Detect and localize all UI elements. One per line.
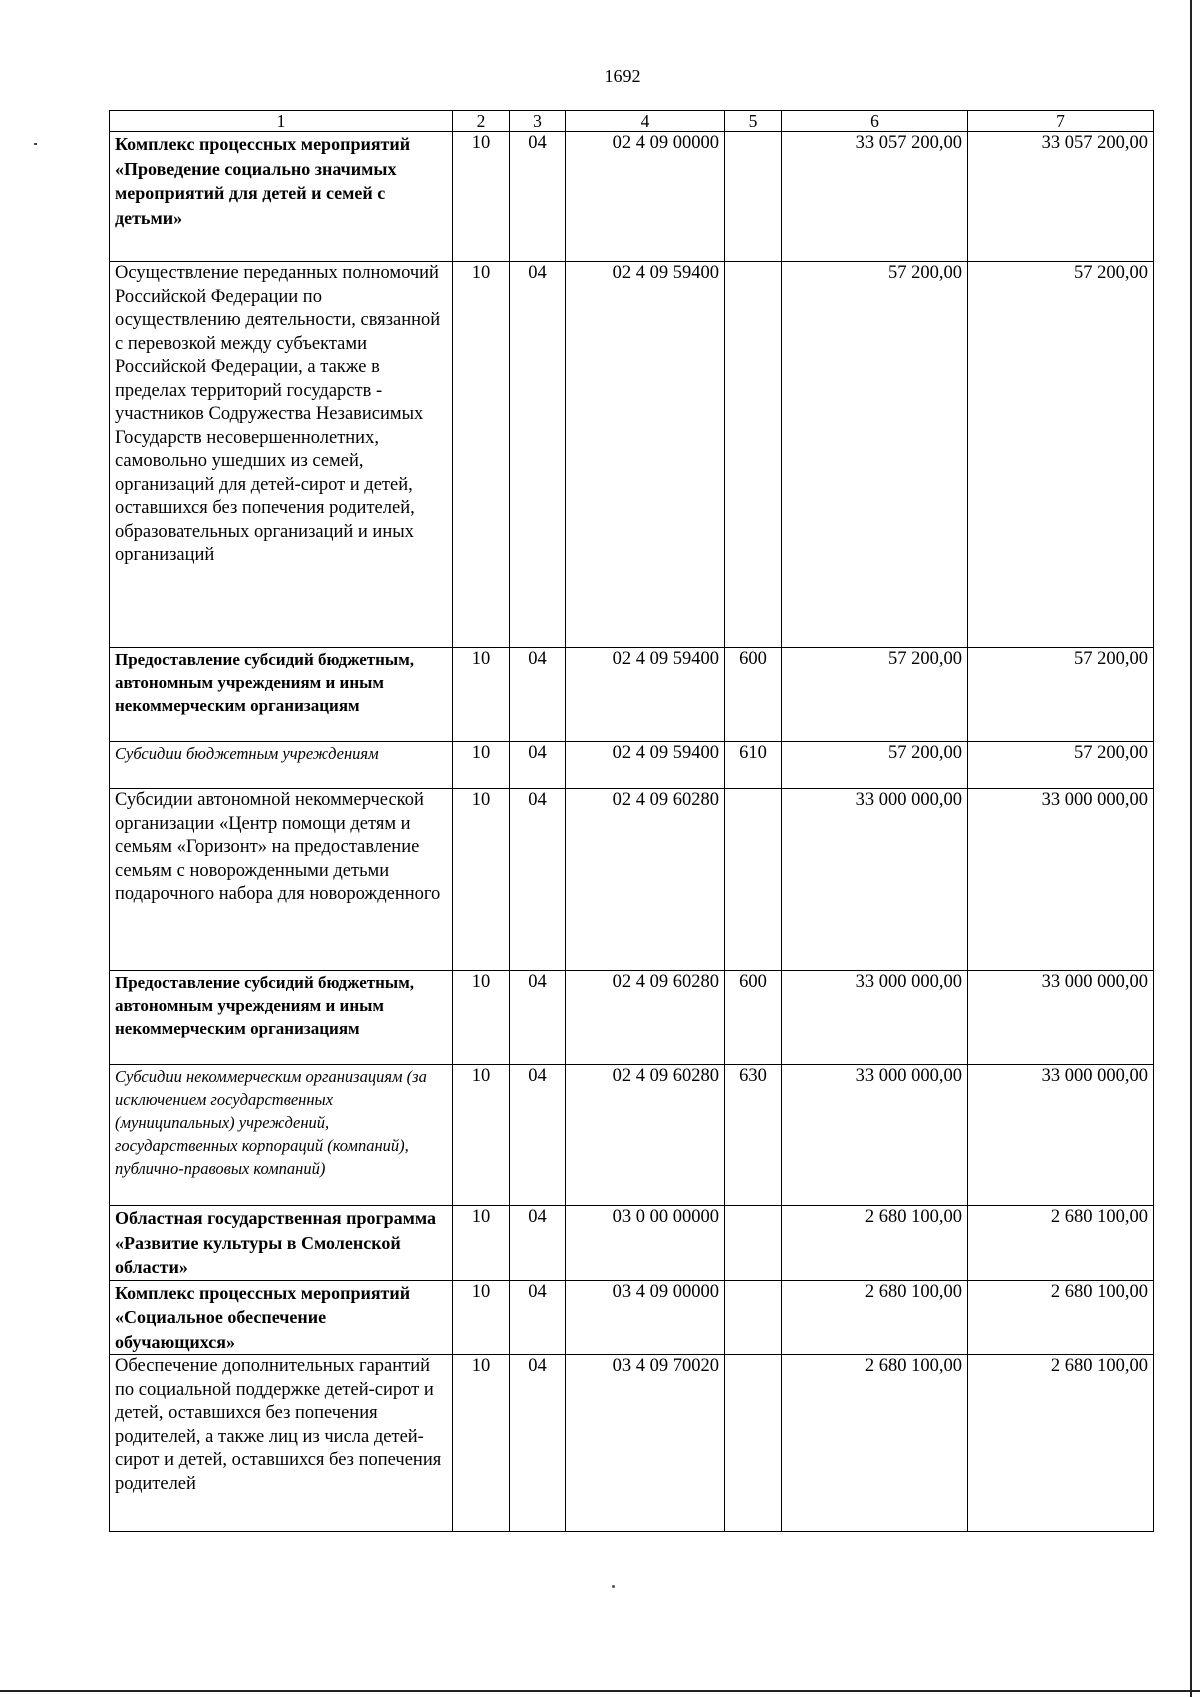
amount-col7: 2 680 100,00 bbox=[968, 1206, 1154, 1281]
section-code: 10 bbox=[453, 262, 510, 648]
amount-col6: 2 680 100,00 bbox=[782, 1280, 968, 1355]
page-edge bbox=[0, 1690, 1200, 1692]
page-number: 1692 bbox=[604, 66, 641, 86]
item-name: Предоставление субсидий бюджетным, автономным учреждениям и иным некоммерческим организациям bbox=[110, 971, 453, 1065]
section-code: 10 bbox=[453, 1355, 510, 1532]
scan-speck bbox=[612, 1585, 615, 1588]
expense-type-code bbox=[725, 789, 782, 971]
subsection-code: 04 bbox=[510, 1065, 566, 1206]
amount-col6: 33 000 000,00 bbox=[782, 789, 968, 971]
table-header-row bbox=[110, 111, 1154, 132]
subsection-code: 04 bbox=[510, 1280, 566, 1355]
amount-col7: 2 680 100,00 bbox=[968, 1355, 1154, 1532]
table-row bbox=[110, 262, 1154, 648]
target-article-code: 02 4 09 59400 bbox=[566, 648, 725, 742]
target-article-code: 02 4 09 60280 bbox=[566, 789, 725, 971]
amount-col6: 57 200,00 bbox=[782, 648, 968, 742]
column-header: 1 bbox=[110, 111, 453, 132]
amount-col7: 57 200,00 bbox=[968, 742, 1154, 789]
table-row bbox=[110, 648, 1154, 742]
target-article-code: 02 4 09 60280 bbox=[566, 1065, 725, 1206]
target-article-code: 02 4 09 59400 bbox=[566, 742, 725, 789]
item-name: Комплекс процессных мероприятий «Проведение социально значимых мероприятий для детей и семей с детьми» bbox=[110, 132, 453, 262]
target-article-code: 02 4 09 00000 bbox=[566, 132, 725, 262]
amount-col6: 33 000 000,00 bbox=[782, 971, 968, 1065]
expense-type-code: 600 bbox=[725, 971, 782, 1065]
expense-type-code: 600 bbox=[725, 648, 782, 742]
table-row bbox=[110, 132, 1154, 262]
table-row bbox=[110, 1280, 1154, 1355]
amount-col7: 33 000 000,00 bbox=[968, 971, 1154, 1065]
section-code: 10 bbox=[453, 132, 510, 262]
budget-table bbox=[109, 110, 1154, 1532]
column-header: 6 bbox=[782, 111, 968, 132]
expense-type-code: 610 bbox=[725, 742, 782, 789]
amount-col7: 2 680 100,00 bbox=[968, 1280, 1154, 1355]
column-header: 5 bbox=[725, 111, 782, 132]
margin-mark bbox=[34, 143, 37, 145]
subsection-code: 04 bbox=[510, 971, 566, 1065]
subsection-code: 04 bbox=[510, 262, 566, 648]
item-name: Субсидии бюджетным учреждениям bbox=[110, 742, 453, 789]
section-code: 10 bbox=[453, 971, 510, 1065]
amount-col6: 57 200,00 bbox=[782, 262, 968, 648]
section-code: 10 bbox=[453, 1206, 510, 1281]
column-header: 2 bbox=[453, 111, 510, 132]
amount-col6: 33 000 000,00 bbox=[782, 1065, 968, 1206]
expense-type-code bbox=[725, 262, 782, 648]
amount-col6: 2 680 100,00 bbox=[782, 1355, 968, 1532]
section-code: 10 bbox=[453, 648, 510, 742]
item-name: Областная государственная программа «Развитие культуры в Смоленской области» bbox=[110, 1206, 453, 1281]
target-article-code: 03 0 00 00000 bbox=[566, 1206, 725, 1281]
column-header: 4 bbox=[566, 111, 725, 132]
table-row bbox=[110, 971, 1154, 1065]
amount-col7: 57 200,00 bbox=[968, 648, 1154, 742]
target-article-code: 02 4 09 60280 bbox=[566, 971, 725, 1065]
subsection-code: 04 bbox=[510, 1206, 566, 1281]
table-row bbox=[110, 789, 1154, 971]
section-code: 10 bbox=[453, 789, 510, 971]
item-name: Обеспечение дополнительных гарантий по социальной поддержке детей-сирот и детей, оставшихся без попечения родителей, а также лиц из числа детей-сирот и детей, оставшихся без попечения родителей bbox=[110, 1355, 453, 1532]
page-edge bbox=[1190, 0, 1192, 1697]
target-article-code: 03 4 09 70020 bbox=[566, 1355, 725, 1532]
section-code: 10 bbox=[453, 742, 510, 789]
target-article-code: 02 4 09 59400 bbox=[566, 262, 725, 648]
amount-col7: 33 057 200,00 bbox=[968, 132, 1154, 262]
column-header: 7 bbox=[968, 111, 1154, 132]
table-row bbox=[110, 1065, 1154, 1206]
amount-col6: 2 680 100,00 bbox=[782, 1206, 968, 1281]
subsection-code: 04 bbox=[510, 648, 566, 742]
expense-type-code bbox=[725, 1280, 782, 1355]
target-article-code: 03 4 09 00000 bbox=[566, 1280, 725, 1355]
item-name: Комплекс процессных мероприятий «Социальное обеспечение обучающихся» bbox=[110, 1280, 453, 1355]
amount-col7: 33 000 000,00 bbox=[968, 789, 1154, 971]
table-row bbox=[110, 1206, 1154, 1281]
subsection-code: 04 bbox=[510, 132, 566, 262]
amount-col6: 33 057 200,00 bbox=[782, 132, 968, 262]
subsection-code: 04 bbox=[510, 789, 566, 971]
item-name: Предоставление субсидий бюджетным, автономным учреждениям и иным некоммерческим организациям bbox=[110, 648, 453, 742]
amount-col7: 57 200,00 bbox=[968, 262, 1154, 648]
amount-col7: 33 000 000,00 bbox=[968, 1065, 1154, 1206]
item-name: Осуществление переданных полномочий Российской Федерации по осуществлению деятельности, связанной с перевозкой между субъектами Российской Федерации, а также в пределах территорий государств - участников Содружества Независимых Государств несовершеннолетних, самовольно ушедших из семей, организаций для детей-сирот и детей, оставшихся без попечения родителей, образовательных организаций и иных организаций bbox=[110, 262, 453, 648]
section-code: 10 bbox=[453, 1065, 510, 1206]
subsection-code: 04 bbox=[510, 1355, 566, 1532]
expense-type-code bbox=[725, 1206, 782, 1281]
item-name: Субсидии некоммерческим организациям (за исключением государственных (муниципальных) учреждений, государственных корпораций (компаний), публично-правовых компаний) bbox=[110, 1065, 453, 1206]
expense-type-code bbox=[725, 132, 782, 262]
column-header: 3 bbox=[510, 111, 566, 132]
amount-col6: 57 200,00 bbox=[782, 742, 968, 789]
table-row bbox=[110, 1355, 1154, 1532]
expense-type-code bbox=[725, 1355, 782, 1532]
section-code: 10 bbox=[453, 1280, 510, 1355]
table-row bbox=[110, 742, 1154, 789]
subsection-code: 04 bbox=[510, 742, 566, 789]
item-name: Субсидии автономной некоммерческой организации «Центр помощи детям и семьям «Горизонт» на предоставление семьям с новорожденными детьми подарочного набора для новорожденного bbox=[110, 789, 453, 971]
expense-type-code: 630 bbox=[725, 1065, 782, 1206]
